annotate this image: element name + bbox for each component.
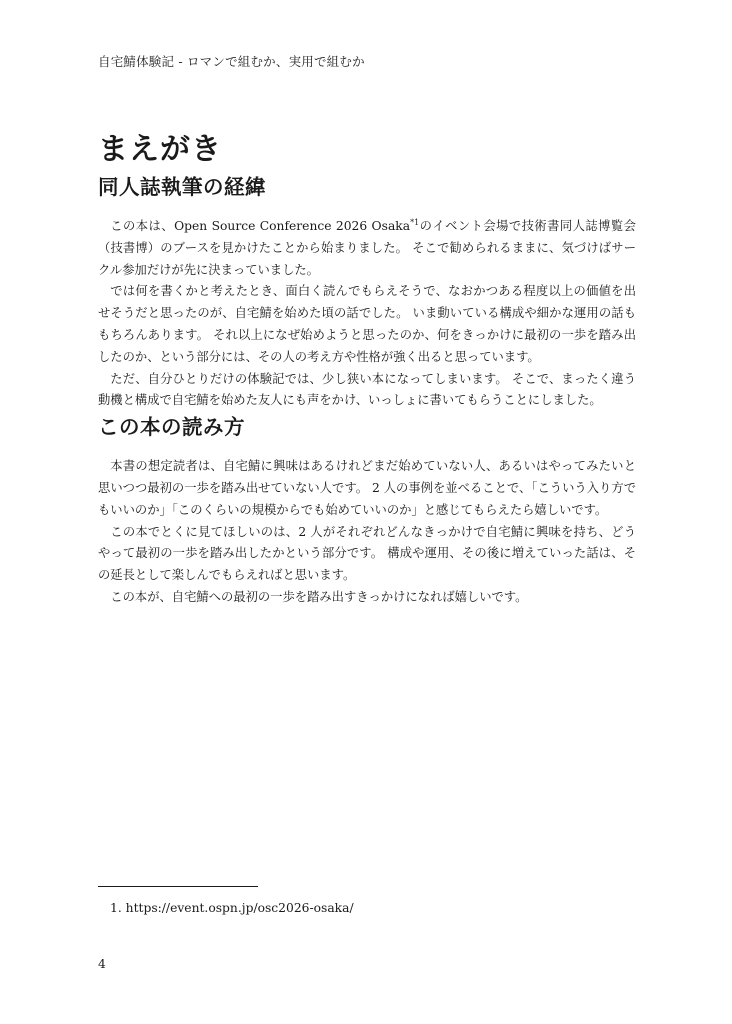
paragraph-text: のイベント会場で技術書同人誌博覧会（技書博）のブースを見かけたことから始まりました。 そこで勧められるままに、気づけばサークル参加だけが先に決まっていました。 xyxy=(98,219,636,277)
paragraph: 本書の想定読者は、自宅鯖に興味はあるけれどまだ始めていない人、あるいはやってみたいと思いつつ最初の一歩を踏み出せていない人です。 2 人の事例を並べることで、「こういう入り方でもいいのか」「このくらいの規模からでも始めていいのか」と感じてもらえたら嬉しいです。 xyxy=(98,459,636,517)
footnote-reference: *1 xyxy=(410,217,420,227)
main-content xyxy=(98,128,636,609)
section-heading-background: 同人誌執筆の経緯 xyxy=(98,175,266,199)
paragraph: この本でとくに見てほしいのは、2 人がそれぞれどんなきっかけで自宅鯖に興味を持ち、どうやって最初の一歩を踏み出したかという部分です。 構成や運用、その後に増えていった話は、その延長として楽しんでもらえればと思います。 xyxy=(98,524,636,583)
footnote-number: 1. xyxy=(110,901,122,915)
footnote xyxy=(110,899,354,917)
footnote-divider xyxy=(98,886,258,887)
paragraph: この本が、自宅鯖への最初の一歩を踏み出すきっかけになれば嬉しいです。 xyxy=(110,589,528,604)
paragraph: では何を書くかと考えたとき、面白く読んでもらえそうで、なおかつある程度以上の価値を出せそうだと思ったのが、自宅鯖を始めた頃の話でした。 いま動いている構成や細かな運用の話ももちろんあります。 それ以上になぜ始めようと思ったのか、何をきっかけに最初の一歩を踏み出したのか、という部分には、その人の考え方や性格が強く出ると思っています。 xyxy=(98,284,636,364)
paragraph xyxy=(98,216,636,281)
section-body-background xyxy=(98,216,636,412)
running-header: 自宅鯖体験記 - ロマンで組むか、実用で組むか xyxy=(98,54,365,69)
section-heading-how-to-read: この本の読み方 xyxy=(98,415,245,440)
paragraph: ただ、自分ひとりだけの体験記では、少し狭い本になってしまいます。 そこで、まったく違う動機と構成で自宅鯖を始めた友人にも声をかけ、いっしょに書いてもらうことにしました。 xyxy=(98,371,636,408)
section-body-how-to-read xyxy=(98,456,636,609)
footnote-url: https://event.ospn.jp/osc2026-osaka/ xyxy=(125,901,354,915)
chapter-title: まえがき xyxy=(98,132,222,167)
page-number: 4 xyxy=(98,957,106,971)
paragraph-text: この本は、Open Source Conference 2026 Osaka xyxy=(110,219,411,233)
